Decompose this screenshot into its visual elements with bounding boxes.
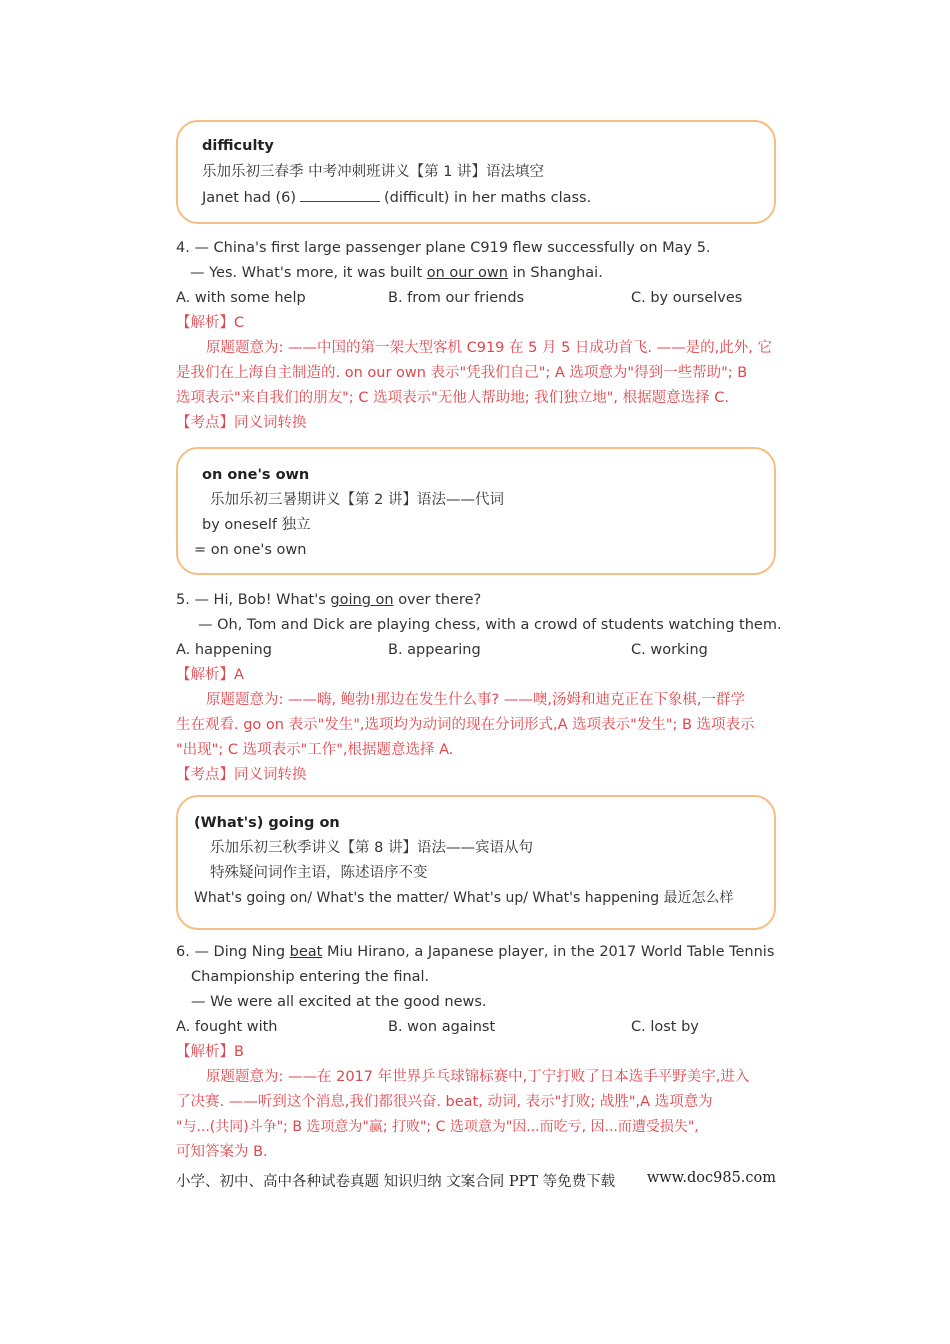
q4-point: 【考点】同义词转换 bbox=[176, 415, 307, 431]
q5-underlined-phrase: going on bbox=[330, 592, 394, 608]
q5-line1-pre: 5. — Hi, Bob! What's bbox=[176, 592, 326, 608]
q6-analysis-line3: "与...(共同)斗争"; B 选项意为"赢; 打败"; C 选项意为"因...而吃亏, 因...而遭受损失", bbox=[176, 1119, 699, 1135]
q4-option-c: C. by ourselves bbox=[631, 290, 743, 306]
q6-underlined-word: beat bbox=[289, 944, 323, 960]
note-source: 乐加乐初三春季 中考冲刺班讲义【第 1 讲】语法填空 bbox=[202, 164, 545, 180]
example-suffix: (difficult) in her maths class. bbox=[384, 190, 592, 206]
q5-analysis-line3: "出现"; C 选项表示"工作",根据题意选择 A. bbox=[176, 742, 454, 758]
note-box-on-ones-own bbox=[176, 447, 776, 575]
q5-analysis-line2: 生在观看. go on 表示"发生",选项均为动词的现在分词形式,A 选项表示"发生"; B 选项表示 bbox=[176, 717, 755, 733]
q4-line2-pre: — Yes. What's more, it was built bbox=[190, 265, 423, 281]
q6-analysis-line4: 可知答案为 B. bbox=[176, 1144, 268, 1160]
note-box-difficulty bbox=[176, 120, 776, 224]
footer bbox=[176, 1170, 776, 1191]
q6-line1 bbox=[176, 942, 774, 962]
note-source: 乐加乐初三暑期讲义【第 2 讲】语法——代词 bbox=[210, 492, 504, 508]
q4-option-a: A. with some help bbox=[176, 290, 306, 306]
example-prefix: Janet had (6) bbox=[202, 190, 296, 206]
q6-option-b: B. won against bbox=[388, 1019, 496, 1035]
q6-answer: 【解析】B bbox=[176, 1044, 244, 1060]
footer-url[interactable]: www.doc985.com bbox=[646, 1170, 776, 1186]
note-term: on one's own bbox=[202, 467, 310, 483]
note-source: 乐加乐初三秋季讲义【第 8 讲】语法——宾语从句 bbox=[210, 840, 533, 856]
q5-line1-post: over there? bbox=[398, 592, 482, 608]
q5-point: 【考点】同义词转换 bbox=[176, 767, 307, 783]
note-line3: by oneself 独立 bbox=[202, 517, 311, 533]
note-line3: 特殊疑问词作主语，陈述语序不变 bbox=[210, 865, 428, 881]
blank-line bbox=[300, 187, 380, 202]
q4-answer: 【解析】C bbox=[176, 315, 245, 331]
q4-line2 bbox=[190, 263, 603, 283]
q5-analysis-line1: 原题题意为: ——嗨, 鲍勃!那边在发生什么事? ——噢,汤姆和迪克正在下象棋,一群学 bbox=[206, 692, 746, 708]
q4-line1: 4. — China's first large passenger plane C919 flew successfully on May 5. bbox=[176, 240, 711, 256]
q4-analysis-line1: 原题题意为: ——中国的第一架大型客机 C919 在 5 月 5 日成功首飞. ——是的,此外, 它 bbox=[206, 340, 772, 356]
q6-analysis-line2: 了决赛. ——听到这个消息,我们都很兴奋. beat, 动词, 表示"打败; 战胜",A 选项意为 bbox=[176, 1094, 713, 1110]
note-example bbox=[202, 187, 591, 208]
q5-answer: 【解析】A bbox=[176, 667, 244, 683]
note-line4: What's going on/ What's the matter/ What's up/ What's happening 最近怎么样 bbox=[194, 890, 734, 906]
q5-option-b: B. appearing bbox=[388, 642, 481, 658]
q4-line2-post: in Shanghai. bbox=[512, 265, 603, 281]
q6-line3: — We were all excited at the good news. bbox=[191, 994, 487, 1010]
q5-option-c: C. working bbox=[631, 642, 708, 658]
q5-line2: — Oh, Tom and Dick are playing chess, with a crowd of students watching them. bbox=[198, 617, 782, 633]
footer-text: 小学、初中、高中各种试卷真题 知识归纳 文案合同 PPT 等免费下载 bbox=[176, 1174, 616, 1190]
q4-analysis-line3: 选项表示"来自我们的朋友"; C 选项表示"无他人帮助地; 我们独立地", 根据题意选择 C. bbox=[176, 390, 729, 406]
q6-line1-post: Miu Hirano, a Japanese player, in the 2017 World Table Tennis bbox=[326, 944, 775, 960]
q6-line1-pre: 6. — Ding Ning bbox=[176, 944, 286, 960]
note-term: (What's) going on bbox=[194, 815, 340, 831]
q4-option-b: B. from our friends bbox=[388, 290, 525, 306]
q6-option-c: C. lost by bbox=[631, 1019, 699, 1035]
q6-option-a: A. fought with bbox=[176, 1019, 278, 1035]
q4-analysis-line2: 是我们在上海自主制造的. on our own 表示"凭我们自己"; A 选项意为"得到一些帮助"; B bbox=[176, 365, 748, 381]
note-term: difficulty bbox=[202, 138, 274, 154]
q6-analysis-line1: 原题题意为: ——在 2017 年世界乒乓球锦标赛中,丁宁打败了日本选手平野美宇,进入 bbox=[206, 1069, 750, 1085]
q5-line1 bbox=[176, 590, 481, 610]
q6-line2: Championship entering the final. bbox=[191, 969, 430, 985]
q5-option-a: A. happening bbox=[176, 642, 272, 658]
q4-underlined-phrase: on our own bbox=[426, 265, 508, 281]
note-line4: = on one's own bbox=[194, 542, 307, 558]
note-box-whats-going-on bbox=[176, 795, 776, 930]
